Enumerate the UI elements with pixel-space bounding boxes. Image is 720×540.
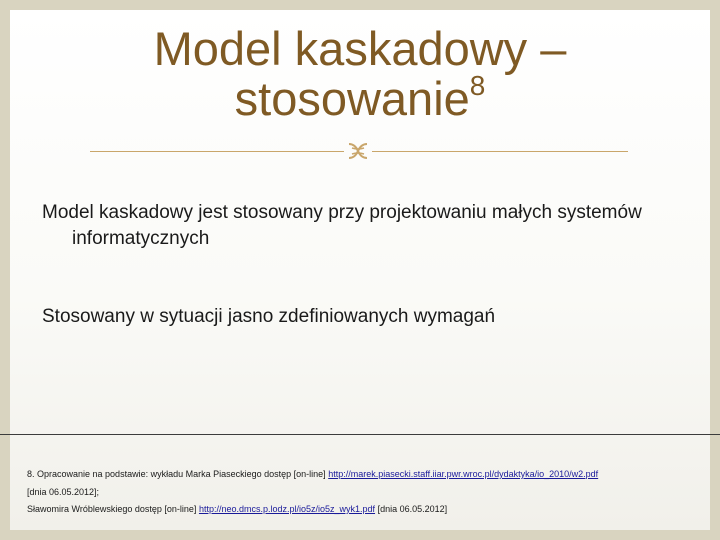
footnote-2 xyxy=(27,503,707,515)
footnote-2-link[interactable]: http://neo.dmcs.p.lodz.pl/io5z/io5z_wyk1.pdf xyxy=(198,504,376,514)
ornament-icon xyxy=(346,140,370,162)
bullet-item: Model kaskadowy jest stosowany przy projektowaniu małych systemów informatycznych xyxy=(42,202,642,249)
title-divider-right xyxy=(372,151,628,152)
bullet-item: Stosowany w sytuacji jasno zdefiniowanych wymagań xyxy=(42,306,496,327)
footnote-separator xyxy=(0,434,720,435)
footnote-1-prefix: 8. Opracowanie na podstawie: wykładu Marka Piaseckiego dostęp [on-line] xyxy=(27,469,326,479)
title-footnote-ref: 8 xyxy=(469,70,486,101)
slide-title xyxy=(0,24,720,124)
footnote-2-suffix: [dnia 06.05.2012] xyxy=(377,504,448,514)
footnote-1-link[interactable]: http://marek.piasecki.staff.iiar.pwr.wroc.pl/dydaktyka/io_2010/w2.pdf xyxy=(328,469,599,479)
title-line-1: Model kaskadowy – xyxy=(153,22,567,75)
footnote-2-prefix: Sławomira Wróblewskiego dostęp [on-line] xyxy=(27,504,197,514)
footnote-1 xyxy=(27,468,707,480)
title-line-2 xyxy=(0,70,720,125)
footnote-1-date: [dnia 06.05.2012]; xyxy=(27,487,100,497)
title-divider-left xyxy=(90,151,344,152)
bullet-list xyxy=(42,200,662,330)
title-line-2-text: stosowanie xyxy=(234,72,470,125)
